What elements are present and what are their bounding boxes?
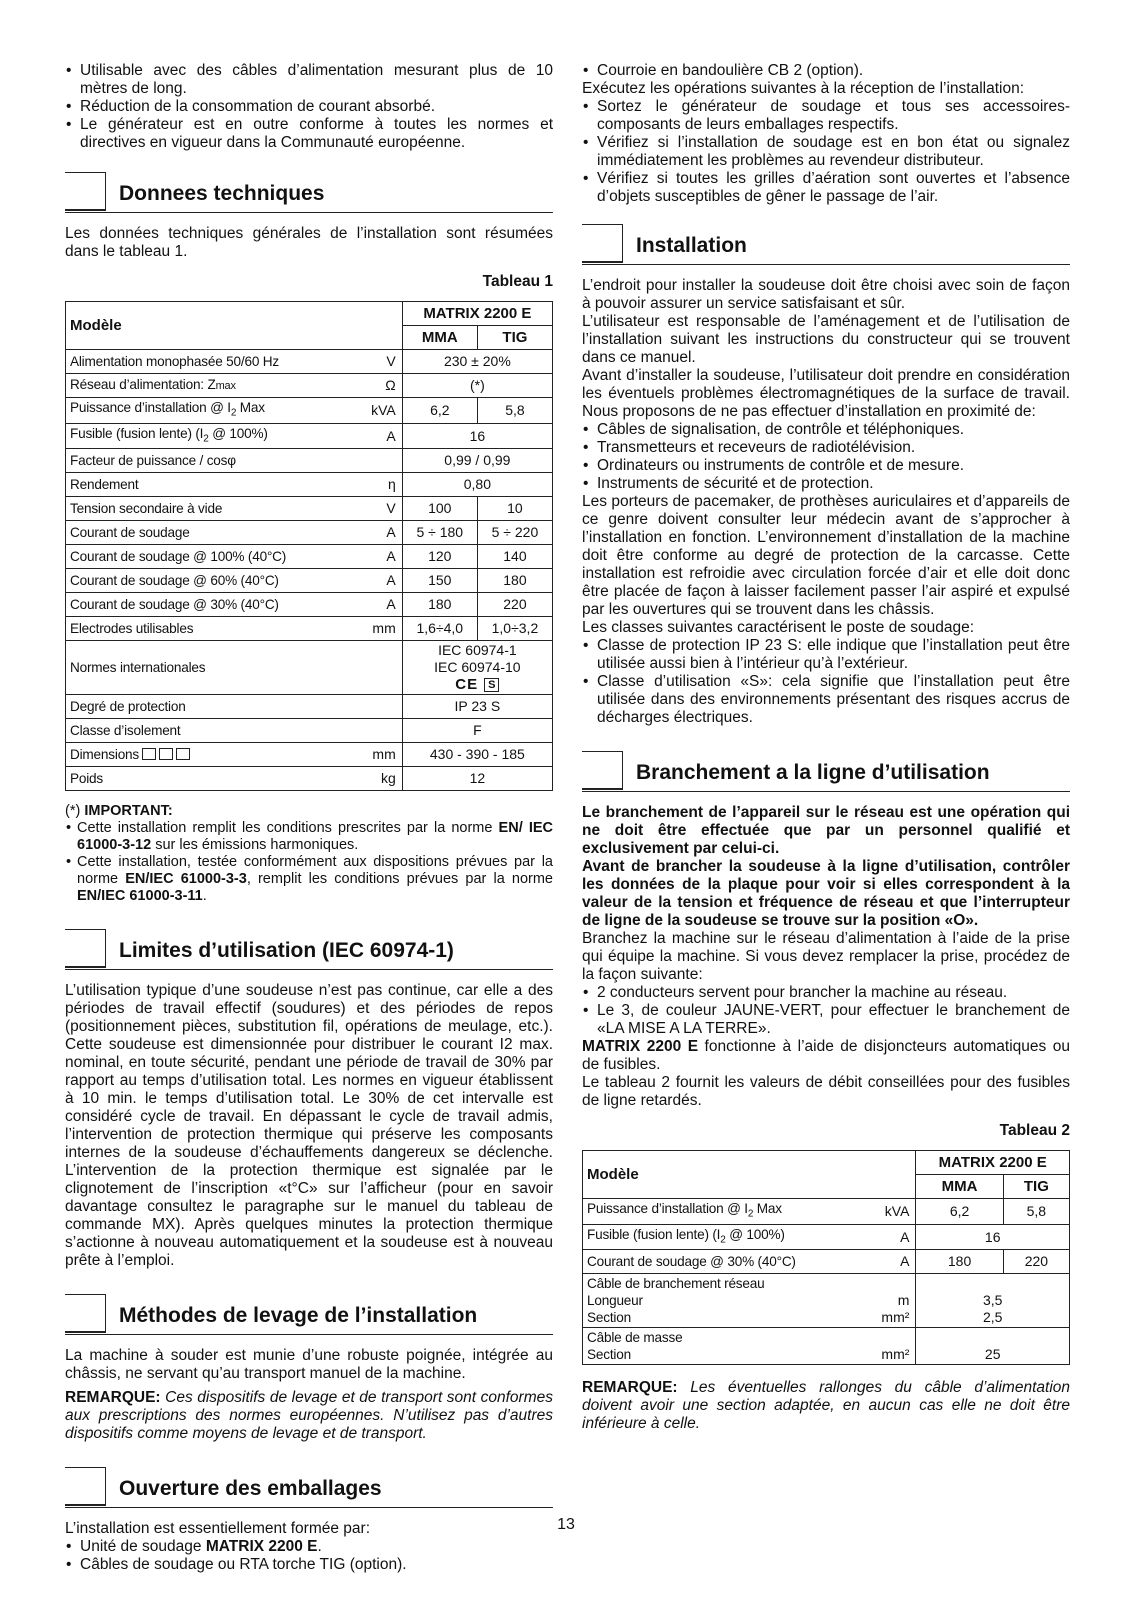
table-row: Facteur de puissance / cosφ 0,99 / 0,99	[66, 449, 553, 473]
table-row: Réseau d’alimentation: Zmax Ω (*)	[66, 374, 553, 398]
table-row: Courant de soudage @ 100% (40°C) A 120 140	[66, 545, 553, 569]
section-heading-installation	[582, 222, 1070, 265]
dimension-box-icon	[176, 748, 190, 760]
list-item: • Classe d’utilisation «S»: cela signifie que l’installation peut être utilisée dans des environnements présentant des risques accrus de décharges électriques.	[582, 673, 1070, 727]
list-item: • Le générateur est en outre conforme à toutes les normes et directives en vigueur dans la Communauté européenne.	[65, 116, 553, 152]
table-row: Câble de masse Section mm² 25	[583, 1328, 1070, 1365]
list-item: • Cette installation, testée conformément aux dispositions prévues par la norme EN/IEC 61000-3-3, remplit les conditions prévues par la norme EN/IEC 61000-3-11.	[65, 854, 553, 905]
table-row: Fusible (fusion lente) ($I_2$ @ 100%) A 16	[66, 423, 553, 449]
col-tig: TIG	[477, 326, 552, 350]
col-mma: MMA	[402, 326, 477, 350]
intro-bullet-list	[65, 62, 553, 152]
paragraph: MATRIX 2200 E fonctionne à l’aide de disjoncteurs automatiques ou de fusibles.	[582, 1038, 1070, 1073]
right-column	[582, 62, 1070, 1433]
table-row: Courant de soudage @ 60% (40°C) A 150 180	[66, 569, 553, 593]
list-item: • Cette installation remplit les conditions prescrites par la norme EN/ IEC 61000-3-12 sur les émissions harmoniques.	[65, 820, 553, 854]
table-row: Puissance d’installation @ $I_2$ Max kVA 6,2 5,8	[66, 398, 553, 424]
table-row: Fusible (fusion lente) ($I_2$ @ 100%) A 16	[583, 1224, 1070, 1250]
list-item: • Unité de soudage MATRIX 2200 E.	[65, 1538, 553, 1556]
checkbox-frame-icon	[65, 1467, 106, 1506]
checkbox-frame-icon	[65, 172, 106, 211]
paragraph: Exécutez les opérations suivantes à la réception de l’installation:	[582, 80, 1025, 97]
table-row: Poids kg 12	[66, 767, 553, 791]
table-row: Tension secondaire à vide V 100 10	[66, 497, 553, 521]
table-row: Câble de branchement réseau Longueur Section m mm² 3,5 2,5	[583, 1274, 1070, 1328]
table-row: Degré de protection IP 23 S	[66, 695, 553, 719]
left-column	[65, 62, 553, 1574]
spec-table-2	[582, 1150, 1070, 1365]
paragraph: Le tableau 2 fournit les valeurs de débit conseillées pour des fusibles de ligne retardés.	[582, 1074, 1070, 1109]
checkbox-frame-icon	[582, 751, 623, 790]
paragraph: Avant d’installer la soudeuse, l’utilisateur doit prendre en considération les éventuels problèmes électromagnétiques de la surface de travail. Nous proposons de ne pas effectuer d’installation en proximité de:	[582, 367, 1070, 420]
list-item: • Vérifiez si l’installation de soudage est en bon état ou signalez immédiatement les problèmes au revendeur distributeur.	[582, 134, 1070, 170]
paragraph: Les classes suivantes caractérisent le poste de soudage:	[582, 619, 975, 636]
section-title: Limites d’utilisation (IEC 60974-1)	[119, 939, 454, 963]
product-header: MATRIX 2200 E	[916, 1151, 1070, 1175]
list-item: • Réduction de la consommation de courant absorbé.	[65, 98, 553, 116]
paragraph: L’utilisation typique d’une soudeuse n’est pas continue, car elle a des périodes de travail effectif (soudures) et des périodes de repos (positionnement pièces, substitution fil, opérations de meulage, etc.). Cette soudeuse est dimensionnée pour distribuer le courant I2 max. nominal, en toute sécurité, pendant une période de travail de 30% par rapport au temps d’utilisation total. Les normes en vigueur établissent à 10 min. le temps d’utilisation total. Le 30% de cet intervalle est considéré cycle de travail. En dépassant le cycle de travail admis, l’intervention de protection thermique qui préserve les composants internes de la soudeuse d’échauffements dangereux se déclenche. L’intervention de la protection thermique est signalée par le clignotement de l’inscription «t°C» sur l’afficheur (pour en savoir davantage consultez le paragraphe sur le manuel du tableau de commande MX). Après quelques minutes la protection thermique s’actionne à nouveau automatiquement et la soudeuse est à nouveau prête à l’emploi.	[65, 982, 553, 1270]
paragraph: La machine à souder est munie d’une robuste poignée, intégrée au châssis, ne servant qu’au transport manuel de la machine.	[65, 1347, 553, 1383]
table-row: Dimensions mm 430 - 390 - 185	[66, 743, 553, 767]
list-item: • Ordinateurs ou instruments de contrôle et de mesure.	[582, 457, 1070, 475]
section-heading-limites	[65, 927, 553, 970]
list-item: • Câbles de signalisation, de contrôle et téléphoniques.	[582, 421, 1070, 439]
table-row: Alimentation monophasée 50/60 Hz V 230 ± 20%	[66, 350, 553, 374]
table-row: Rendement η 0,80	[66, 473, 553, 497]
section-title: Installation	[636, 234, 747, 257]
paragraph: Les porteurs de pacemaker, de prothèses auriculaires et d’appareils de ce genre doivent consulter leur médecin avant de s’approcher à l’installation en fonction. L’environnement d’installation de la machine doit être conforme au degré de protection de la carcasse. Cette installation est refroidie avec circulation forcée d’air et elle doit donc être placée de façon à laisser facilement passer l’air aspiré et expulsé par les ouvertures qui se trouvent dans les châssis.	[582, 493, 1070, 618]
checkbox-frame-icon	[65, 1294, 106, 1333]
list-item: • Sortez le générateur de soudage et tous ses accessoires-composants de leurs emballages respectifs.	[582, 98, 1070, 134]
section-heading-levage	[65, 1292, 553, 1335]
dimension-box-icon	[142, 748, 156, 760]
warning-paragraph: Avant de brancher la soudeuse à la ligne d’utilisation, contrôler les données de la plaque pour voir si elles correspondent à la valeur de la tension et fréquence de réseau et que l’interrupteur de ligne de la soudeuse se trouve sur la position «O».	[582, 858, 1070, 929]
table-row: Courant de soudage @ 30% (40°C) A 180 220	[66, 593, 553, 617]
section-title: Donnees techniques	[119, 182, 325, 205]
model-header: Modèle	[583, 1151, 916, 1199]
remark-paragraph: REMARQUE: Les éventuelles rallonges du câble d’alimentation doivent avoir une section adaptée, en aucun cas elle ne doit être inférieure à celle.	[582, 1379, 1070, 1433]
section-title: Ouverture des emballages	[119, 1477, 382, 1501]
table-row: Classe d’isolement F	[66, 719, 553, 743]
s-mark-icon: S	[484, 678, 499, 692]
list-item: • Câbles de soudage ou RTA torche TIG (option).	[65, 1556, 553, 1574]
dimension-box-icon	[159, 748, 173, 760]
list-item: • 2 conducteurs servent pour brancher la machine au réseau.	[582, 984, 1070, 1002]
table-caption: Tableau 1	[482, 273, 553, 290]
checkbox-frame-icon	[582, 224, 623, 263]
important-note: (*) IMPORTANT: • Cette installation remplit les conditions prescrites par la norme EN/ IEC 61000-3-12 sur les émissions harmoniques. • Cette installation, testée conformément aux dispositions prévues par la norme EN/IEC 61000-3-3, remplit les conditions prévues par la norme EN/IEC 61000-3-11.	[65, 803, 553, 905]
section-heading-donnees	[65, 170, 553, 213]
list-item: • Courroie en bandoulière CB 2 (option).	[582, 62, 1070, 80]
table-row: Courant de soudage A 5 ÷ 180 5 ÷ 220	[66, 521, 553, 545]
warning-paragraph: Le branchement de l’appareil sur le réseau est une opération qui ne doit être effectuée que par un personnel qualifié et exclusivement par celui-ci.	[582, 804, 1070, 857]
col-tig: TIG	[1003, 1175, 1069, 1199]
paragraph: L’endroit pour installer la soudeuse doit être choisi avec soin de façon à pouvoir assurer un service satisfaisant et sûr.	[582, 277, 1070, 312]
list-item: • Transmetteurs et receveurs de radiotélévision.	[582, 439, 1070, 457]
checkbox-frame-icon	[65, 929, 106, 968]
paragraph: Branchez la machine sur le réseau d’alimentation à l’aide de la prise qui équipe la machine. Si vous devez remplacer la prise, procédez de la façon suivante:	[582, 930, 1070, 983]
table-row: Electrodes utilisables mm 1,6÷4,0 1,0÷3,2	[66, 617, 553, 641]
section-title: Méthodes de levage de l’installation	[119, 1304, 478, 1328]
list-item: • Instruments de sécurité et de protection.	[582, 475, 1070, 493]
spec-table-1	[65, 301, 553, 791]
page-number: 13	[557, 1516, 575, 1533]
paragraph: L’installation est essentiellement formée par:	[65, 1520, 370, 1538]
list-item: • Le 3, de couleur JAUNE-VERT, pour effectuer le branchement de «LA MISE A LA TERRE».	[582, 1002, 1070, 1038]
paragraph: L’utilisateur est responsable de l’aménagement et de l’utilisation de l’installation suivant les instructions du constructeur qui se trouvent dans ce manuel.	[582, 313, 1070, 366]
product-header: MATRIX 2200 E	[402, 302, 552, 326]
list-item: • Classe de protection IP 23 S: elle indique que l’installation peut être utilisée aussi bien à l’intérieur qu’à l’extérieur.	[582, 637, 1070, 673]
list-item: • Utilisable avec des câbles d’alimentation mesurant plus de 10 mètres de long.	[65, 62, 553, 98]
col-mma: MMA	[916, 1175, 1003, 1199]
ce-mark-icon: CE	[455, 676, 479, 694]
model-header: Modèle	[66, 302, 403, 350]
table-caption: Tableau 2	[999, 1122, 1070, 1139]
list-item: • Vérifiez si toutes les grilles d’aération sont ouvertes et l’absence d’objets susceptibles de gêner le passage de l’air.	[582, 170, 1070, 206]
section-heading-ouverture	[65, 1465, 553, 1508]
section-title: Branchement a la ligne d’utilisation	[636, 761, 990, 784]
table-row: Puissance d’installation @ $I_2$ Max kVA 6,2 5,8	[583, 1199, 1070, 1225]
section-heading-branchement	[582, 749, 1070, 792]
normes-cell: IEC 60974-1 IEC 60974-10 CE S	[402, 641, 552, 695]
table-row: Courant de soudage @ 30% (40°C) A 180 220	[583, 1250, 1070, 1274]
remark-paragraph: REMARQUE: Ces dispositifs de levage et de transport sont conformes aux prescriptions des normes européennes. N’utilisez pas d’autres dispositifs comme moyens de levage et de transport.	[65, 1389, 553, 1443]
paragraph: Les données techniques générales de l’installation sont résumées dans le tableau 1.	[65, 225, 553, 260]
table-row: Normes internationales IEC 60974-1 IEC 60974-10 CE S	[66, 641, 553, 695]
